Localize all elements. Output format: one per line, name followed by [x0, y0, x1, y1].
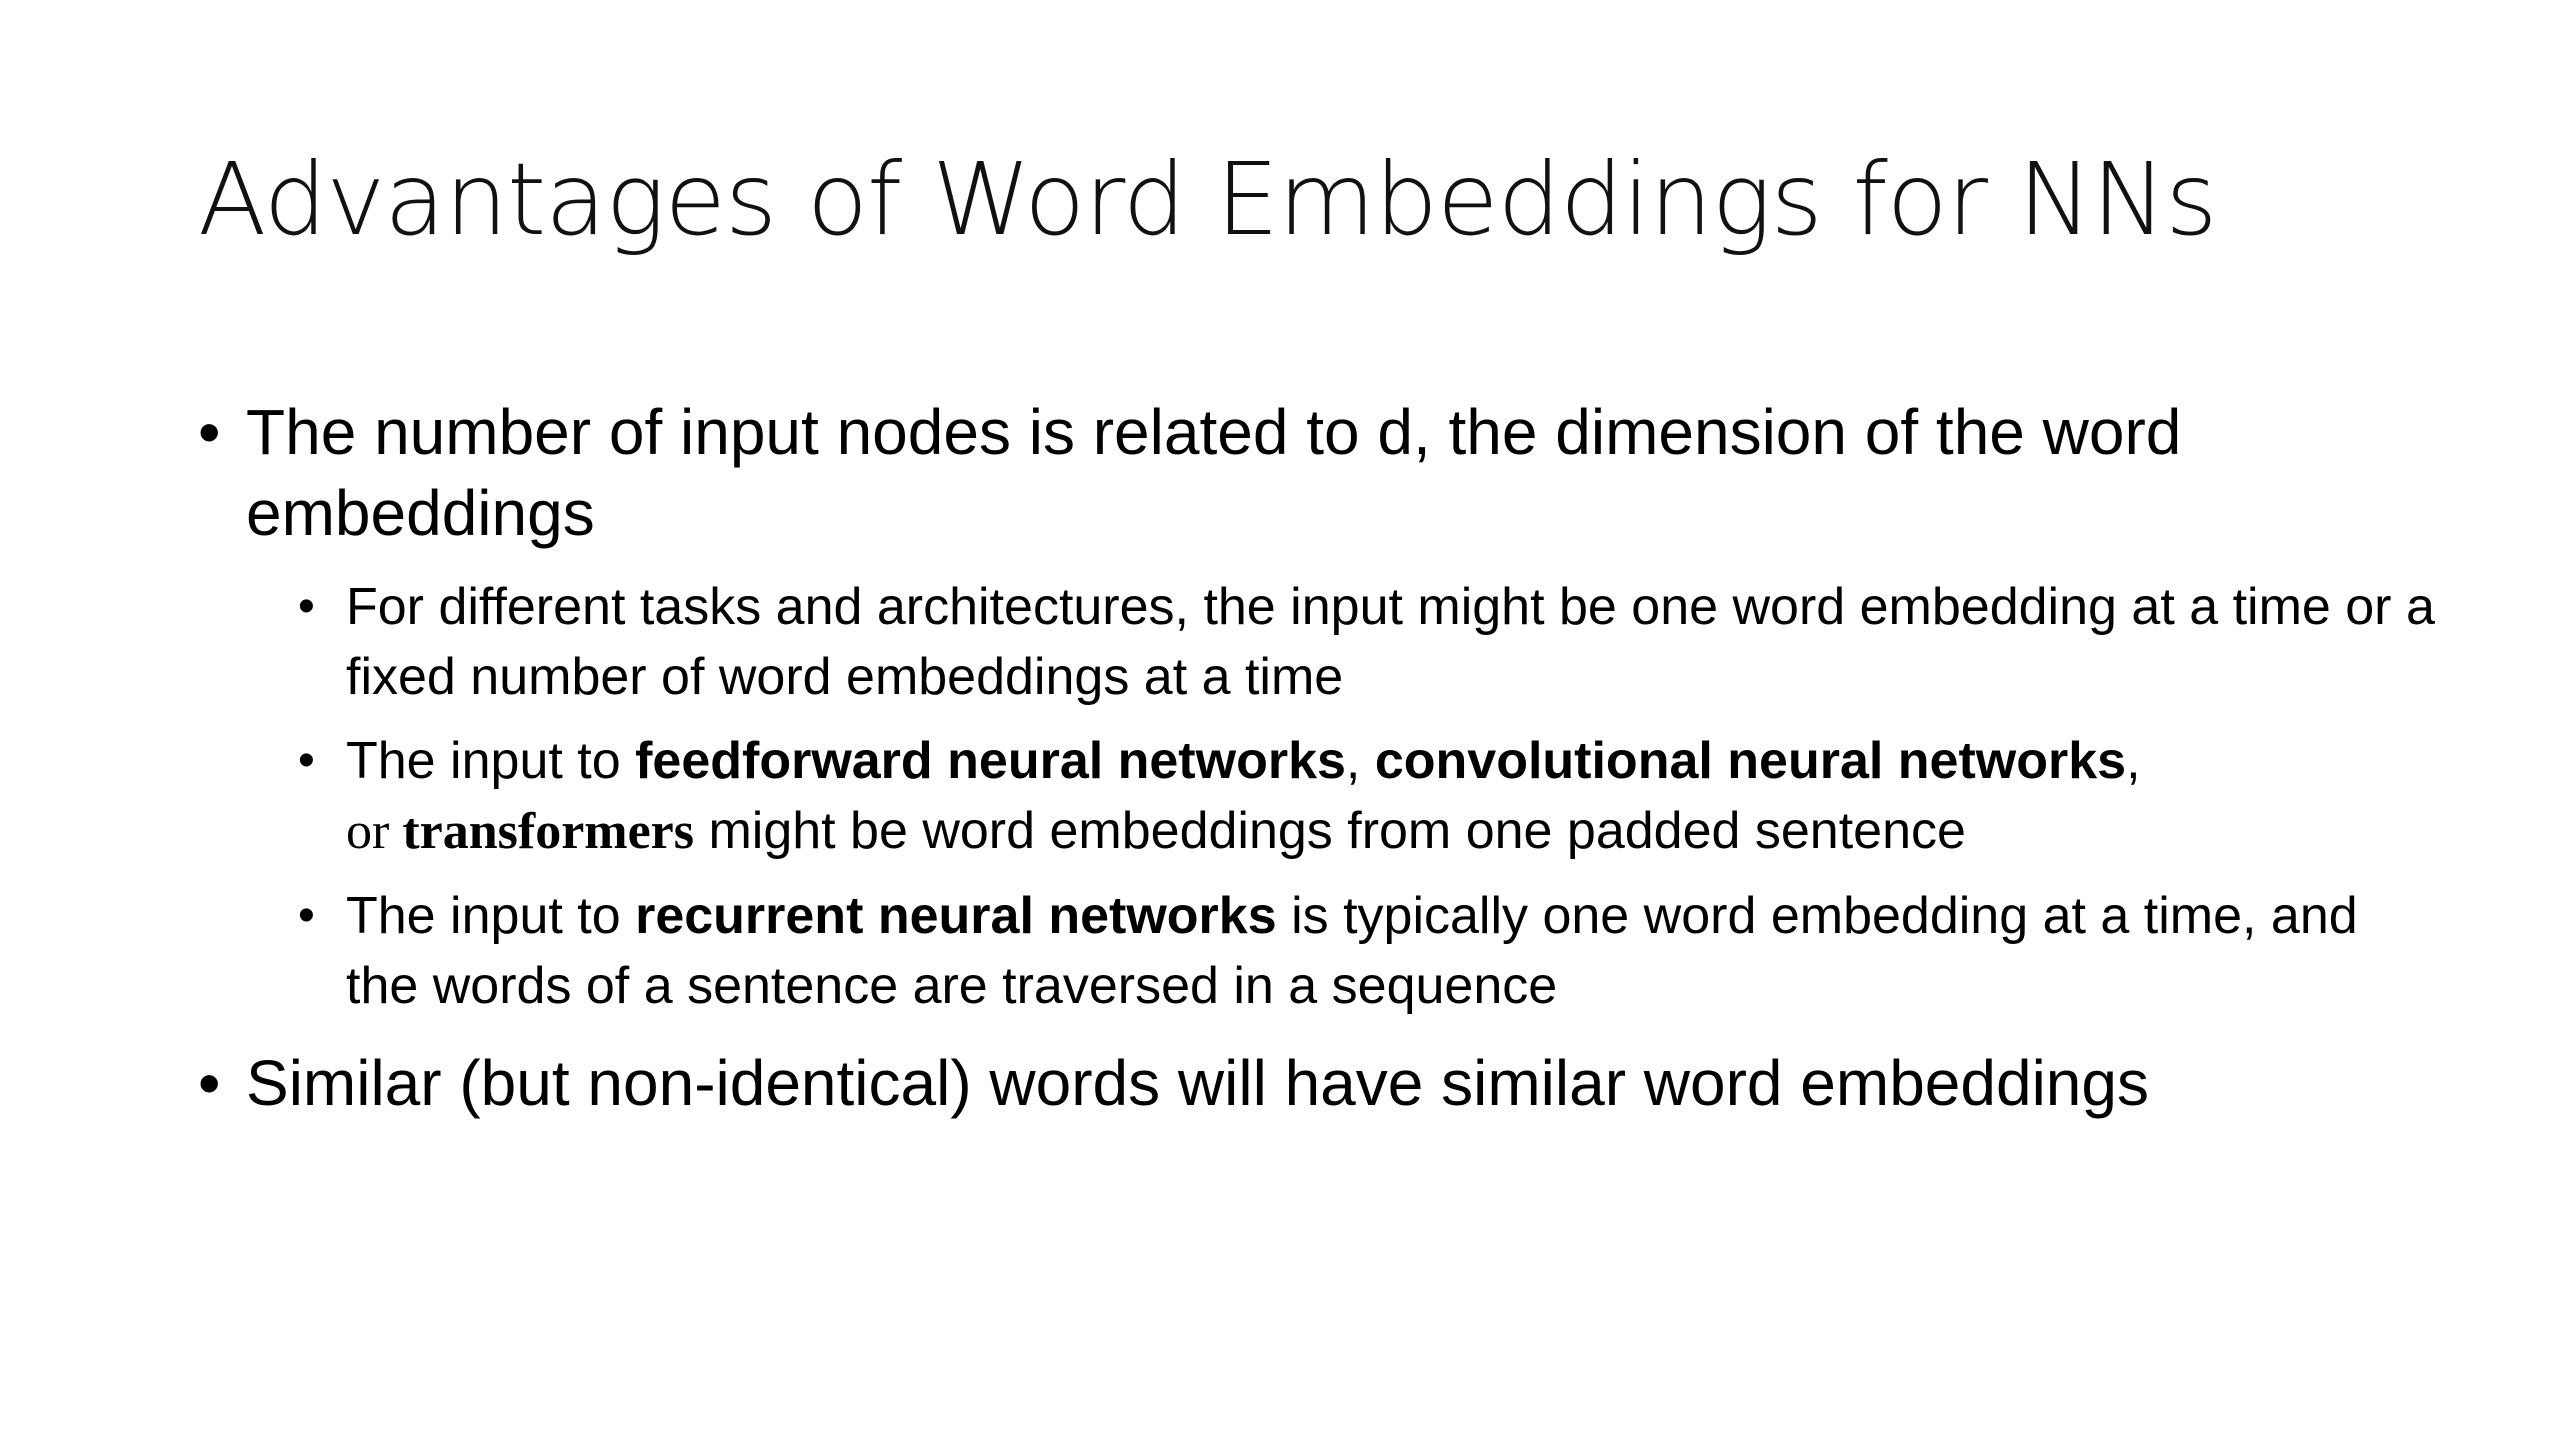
bullet-dot-icon: • — [298, 580, 315, 633]
sub-bullet-text: The input to — [346, 732, 636, 790]
sub-bullet-text: is typically one word embedding at a time, and the words of a sentence are traversed in a sequence — [346, 887, 2358, 1015]
bold-term: feedforward neural networks — [635, 732, 1346, 790]
slide-body — [198, 392, 2438, 1136]
sub-bullet-item-feedforward — [296, 726, 2438, 867]
sub-bullet-text: might be word embeddings from one padded sentence — [694, 802, 1966, 860]
sub-bullet-text: , — [1345, 732, 1375, 790]
bullet-text: Similar (but non-identical) words will have similar word embeddings — [246, 1047, 2149, 1119]
sub-bullet-text: , — [2126, 732, 2141, 790]
sub-bullet-item-input-types — [296, 572, 2438, 712]
sub-bullet-item-recurrent — [296, 881, 2438, 1021]
bullet-text: The number of input nodes is related to d, the dimension of the word embeddings — [246, 396, 2182, 549]
bullet-dot-icon: • — [198, 396, 221, 468]
bullet-list — [198, 392, 2438, 1124]
bold-term: recurrent neural networks — [635, 887, 1277, 945]
bold-term: transformers — [402, 803, 694, 860]
bullet-item-similar-words — [198, 1043, 2438, 1124]
sub-bullet-text: or — [346, 803, 403, 860]
bold-term: convolutional neural networks — [1374, 732, 2127, 790]
bullet-item-input-nodes — [198, 392, 2438, 1021]
bullet-dot-icon: • — [198, 1047, 221, 1119]
bullet-dot-icon: • — [298, 734, 315, 787]
sub-bullet-text: The input to — [346, 887, 636, 945]
sub-bullet-list — [296, 572, 2438, 1021]
slide-title: Advantages of Word Embeddings for NNs — [198, 141, 2217, 258]
bullet-dot-icon: • — [298, 889, 315, 942]
sub-bullet-text: For different tasks and architectures, the input might be one word embedding at a time or a fixed number of word embeddings at a time — [346, 578, 2435, 706]
